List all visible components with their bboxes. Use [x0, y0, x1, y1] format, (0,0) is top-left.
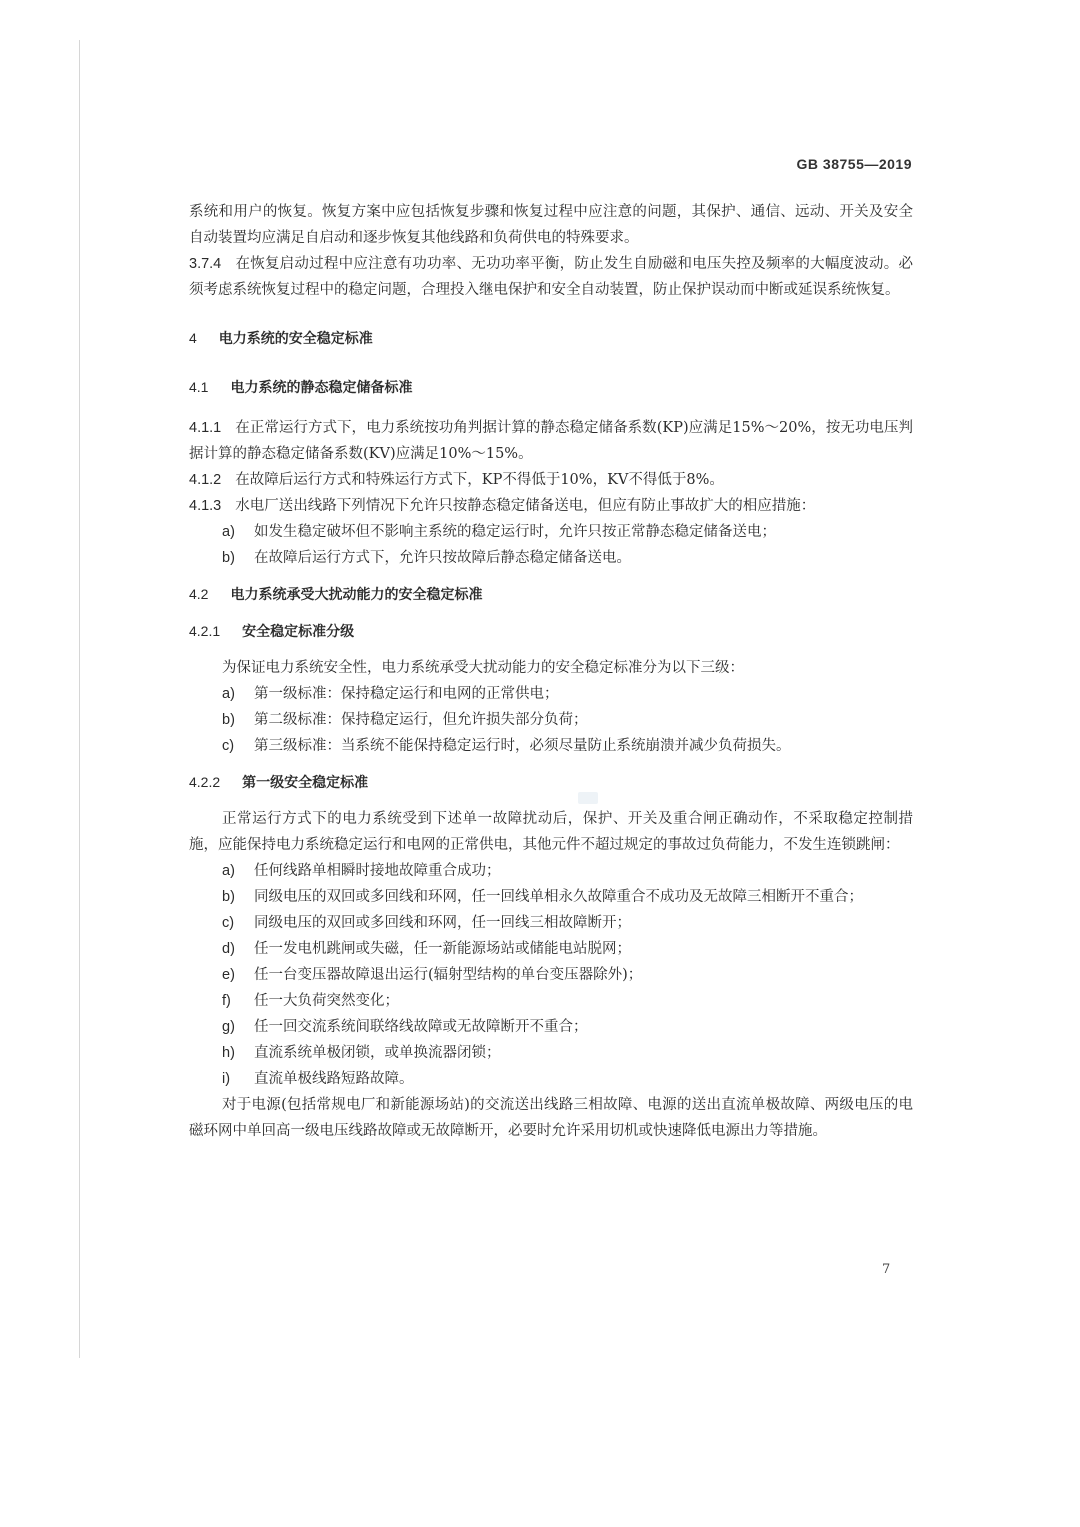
list-item — [189, 884, 913, 910]
list-item-text: 第二级标准：保持稳定运行，但允许损失部分负荷； — [254, 712, 588, 728]
list-item-text: 同级电压的双回或多回线和环网，任一回线单相永久故障重合不成功及无故障三相断开不重合； — [254, 889, 863, 905]
list-item-text: 任一大负荷突然变化； — [254, 993, 399, 1009]
paragraph: 系统和用户的恢复。恢复方案中应包括恢复步骤和恢复过程中应注意的问题，其保护、通信、远动、开关及安全自动装置均应满足自启动和逐步恢复其他线路和负荷供电的特殊要求。 — [189, 204, 913, 246]
section-title: 第一级安全稳定标准 — [242, 775, 369, 791]
list-item-text: 在故障后运行方式下，允许只按故障后静态稳定储备送电。 — [254, 550, 631, 566]
clause-text: 水电厂送出线路下列情况下允许只按静态稳定储备送电，但应有防止事故扩大的相应措施： — [235, 498, 816, 514]
section-number: 4 — [189, 330, 197, 346]
list-item-label: g) — [222, 1019, 235, 1035]
section-heading-4-2-2 — [189, 769, 913, 796]
list-item-text: 第一级标准：保持稳定运行和电网的正常供电； — [254, 686, 559, 702]
list-item-text: 如发生稳定破坏但不影响主系统的稳定运行时，允许只按正常静态稳定储备送电； — [254, 524, 776, 540]
page-number: 7 — [882, 1262, 891, 1277]
list-item-label: b) — [222, 889, 235, 905]
clause-number: 4.1.2 — [189, 472, 222, 488]
list-item-label: a) — [222, 524, 235, 540]
list-item-label: a) — [222, 863, 235, 879]
list-item — [189, 681, 913, 707]
list-item-label: b) — [222, 712, 235, 728]
clause-4-1-2 — [189, 467, 913, 493]
list-item — [189, 707, 913, 733]
section-heading-4-2 — [189, 581, 913, 608]
list-item — [189, 519, 913, 545]
list-item-label: c) — [222, 738, 235, 754]
clause-text: 在正常运行方式下，电力系统按功角判据计算的静态稳定储备系数(KP)应满足15%～20%，按无功电压判据计算的静态稳定储备系数(KV)应满足10%～15%。 — [189, 420, 913, 462]
list-item-label: f) — [222, 993, 231, 1009]
section-title: 电力系统的安全稳定标准 — [218, 331, 373, 347]
list-item — [189, 910, 913, 936]
list-item-label: a) — [222, 686, 235, 702]
section-number: 4.2.2 — [189, 774, 221, 790]
document-body — [189, 199, 913, 1144]
list-item-text: 同级电压的双回或多回线和环网，任一回线三相故障断开； — [254, 915, 631, 931]
list-item-label: c) — [222, 915, 235, 931]
list-item — [189, 858, 913, 884]
clause-3-7-4 — [189, 251, 913, 303]
list-item-text: 任一台变压器故障退出运行(辐射型结构的单台变压器除外)； — [254, 967, 643, 983]
clause-text: 在恢复启动过程中应注意有功功率、无功功率平衡，防止发生自励磁和电压失控及频率的大幅度波动。必须考虑系统恢复过程中的稳定问题，合理投入继电保护和安全自动装置，防止保护误动而中断或延误系统恢复。 — [189, 256, 913, 298]
list-item — [189, 1040, 913, 1066]
clause-number: 4.1.1 — [189, 420, 222, 436]
clause-number: 4.1.3 — [189, 498, 222, 514]
section-number: 4.2 — [189, 586, 209, 602]
list-item-text: 任一发电机跳闸或失磁，任一新能源场站或储能电站脱网； — [254, 941, 631, 957]
list-item — [189, 1014, 913, 1040]
clause-number: 3.7.4 — [189, 256, 222, 272]
section-title: 安全稳定标准分级 — [242, 624, 355, 640]
section-title: 电力系统承受大扰动能力的安全稳定标准 — [230, 587, 483, 603]
list-item — [189, 733, 913, 759]
list-item-label: b) — [222, 550, 235, 566]
list-item-label: h) — [222, 1045, 235, 1061]
section-heading-4-1 — [189, 374, 913, 401]
section-heading-4 — [189, 325, 913, 352]
list-item — [189, 962, 913, 988]
list-item-text: 直流系统单极闭锁，或单换流器闭锁； — [254, 1045, 501, 1061]
list-item — [189, 988, 913, 1014]
list-item-text: 任何线路单相瞬时接地故障重合成功； — [254, 863, 501, 879]
binding-margin-line — [79, 40, 80, 1358]
list-item-label: i) — [222, 1071, 231, 1087]
list-item-text: 第三级标准：当系统不能保持稳定运行时，必须尽量防止系统崩溃并减少负荷损失。 — [254, 738, 791, 754]
clause-4-1-1 — [189, 415, 913, 467]
paragraph: 对于电源(包括常规电厂和新能源场站)的交流送出线路三相故障、电源的送出直流单极故障、两级电压的电磁环网中单回高一级电压线路故障或无故障断开，必要时允许采用切机或快速降低电源出力等措施。 — [189, 1097, 913, 1139]
list-item-text: 任一回交流系统间联络线故障或无故障断开不重合； — [254, 1019, 588, 1035]
clause-text: 在故障后运行方式和特殊运行方式下，KP不得低于10%，KV不得低于8%。 — [235, 472, 724, 488]
list-item — [189, 545, 913, 571]
section-number: 4.1 — [189, 379, 209, 395]
section-heading-4-2-1 — [189, 618, 913, 645]
list-item — [189, 1066, 913, 1092]
list-item-text: 直流单极线路短路故障。 — [254, 1071, 414, 1087]
list-item-label: e) — [222, 967, 235, 983]
clause-4-1-3 — [189, 493, 913, 519]
section-number: 4.2.1 — [189, 623, 221, 639]
list-item — [189, 936, 913, 962]
paragraph: 正常运行方式下的电力系统受到下述单一故障扰动后，保护、开关及重合闸正确动作，不采取稳定控制措施，应能保持电力系统稳定运行和电网的正常供电，其他元件不超过规定的事故过负荷能力，不发生连锁跳闸： — [189, 811, 913, 853]
section-title: 电力系统的静态稳定储备标准 — [230, 380, 413, 396]
standard-number-header: GB 38755—2019 — [796, 156, 912, 172]
list-item-label: d) — [222, 941, 235, 957]
scan-watermark — [578, 792, 598, 804]
paragraph: 为保证电力系统安全性，电力系统承受大扰动能力的安全稳定标准分为以下三级： — [222, 660, 744, 676]
